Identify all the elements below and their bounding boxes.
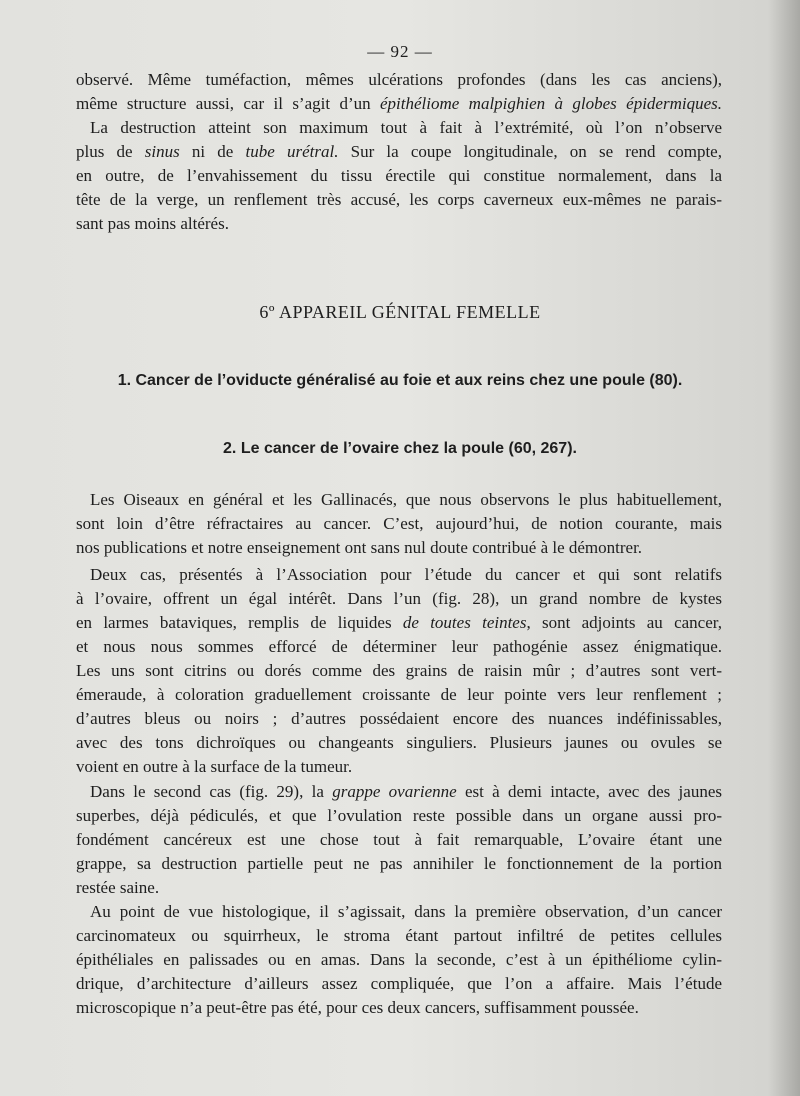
paragraph-histology [76, 900, 722, 1020]
text-line: La destruction atteint son maximum tout à fait à l’extrémité, où l’on n’observe [90, 118, 722, 137]
text-line: Dans le second cas (fig. 29), la grappe ovarienne est à demi intacte, avec des jaunes [90, 782, 722, 801]
text-line: Deux cas, présentés à l’Association pour l’étude du cancer et qui sont relatifs [90, 565, 722, 584]
text-line: Au point de vue histologique, il s’agissait, dans la première observation, d’un cancer [90, 902, 722, 921]
text-line: en larmes bataviques, remplis de liquides de toutes teintes, sont adjoints au cancer, [76, 613, 722, 632]
text-line: sont loin d’être réfractaires au cancer. C’est, aujourd’hui, de notion courante, mais [76, 514, 722, 533]
text-line: Les uns sont citrins ou dorés comme des grains de raisin mûr ; d’autres sont vert- [76, 661, 722, 680]
paragraph-two-cases [76, 563, 722, 779]
paragraph-birds-intro [76, 488, 722, 560]
text-line: et nous nous sommes efforcé de déterminer leur pathogénie assez énigmatique. [76, 637, 722, 656]
text-line: Les Oiseaux en général et les Gallinacés, que nous observons le plus habituellement, [90, 490, 722, 509]
subheading-oviduct-cancer: 1. Cancer de l’oviducte généralisé au foie et aux reins chez une poule (80). [117, 372, 683, 389]
page-number: — 92 — [367, 42, 433, 61]
text-line: fondément cancéreux est une chose tout à fait remarquable, L’ovaire étant une [76, 830, 722, 849]
text-line: drique, d’architecture d’ailleurs assez compliquée, que l’on a affaire. Mais l’étude [76, 974, 722, 993]
italic-term: épithéliome malpighien à globes épidermiques. [380, 94, 723, 113]
text-line: émeraude, à coloration graduellement croissante de leur pointe vers leur renflement ; [76, 685, 722, 704]
paragraph-second-case [76, 780, 722, 900]
text-line: plus de sinus ni de tube urétral. Sur la coupe longitudinale, on se rend compte, [76, 142, 722, 161]
text-line: en outre, de l’envahissement du tissu érectile qui constitue normalement, dans la [76, 166, 722, 185]
text-line: même structure aussi, car il s’agit d’un épithéliome malpighien à globes épidermiques. [76, 94, 723, 113]
text-line: superbes, déjà pédiculés, et que l’ovulation reste possible dans un organe aussi pro- [76, 806, 722, 825]
text-line: épithéliales en palissades ou en amas. Dans la seconde, c’est à un épithéliome cylin- [76, 950, 722, 969]
text-line: microscopique n’a peut-être pas été, pour ces deux cancers, suffisamment poussée. [76, 998, 639, 1017]
text-line: à l’ovaire, offrent un égal intérêt. Dans l’un (fig. 28), un grand nombre de kystes [76, 589, 722, 608]
text-line: grappe, sa destruction partielle peut ne pas annihiler le fonctionnement de la portion [76, 854, 722, 873]
text-line: carcinomateux ou squirrheux, le stroma étant partout infiltré de petites cellules [76, 926, 722, 945]
text-line: tête de la verge, un renflement très accusé, les corps caverneux eux-mêmes ne parais- [76, 190, 722, 209]
italic-term: sinus [144, 142, 180, 161]
subheading-ovary-cancer: 2. Le cancer de l’ovaire chez la poule (60, 267). [223, 440, 577, 457]
text-line: sant pas moins altérés. [76, 214, 229, 233]
text-line: voient en outre à la surface de la tumeur. [76, 757, 353, 776]
text-line: restée saine. [76, 878, 160, 897]
text-line: observé. Même tuméfaction, mêmes ulcérations profondes (dans les cas anciens), [76, 70, 722, 89]
text-line: nos publications et notre enseignement ont sans nul doute contribué à le démontrer. [76, 538, 643, 557]
paragraph-urethra-conclusion [76, 68, 722, 236]
text-line: d’autres bleus ou noirs ; d’autres possédaient encore des nuances indéfinissables, [76, 709, 722, 728]
section-heading: 6º APPAREIL GÉNITAL FEMELLE [259, 302, 541, 322]
text-line: avec des tons dichroïques ou changeants singuliers. Plusieurs jaunes ou ovules se [76, 733, 722, 752]
italic-term: grappe ovarienne [332, 782, 457, 801]
italic-term: tube urétral. [245, 142, 339, 161]
italic-term: de toutes teintes [402, 613, 527, 632]
